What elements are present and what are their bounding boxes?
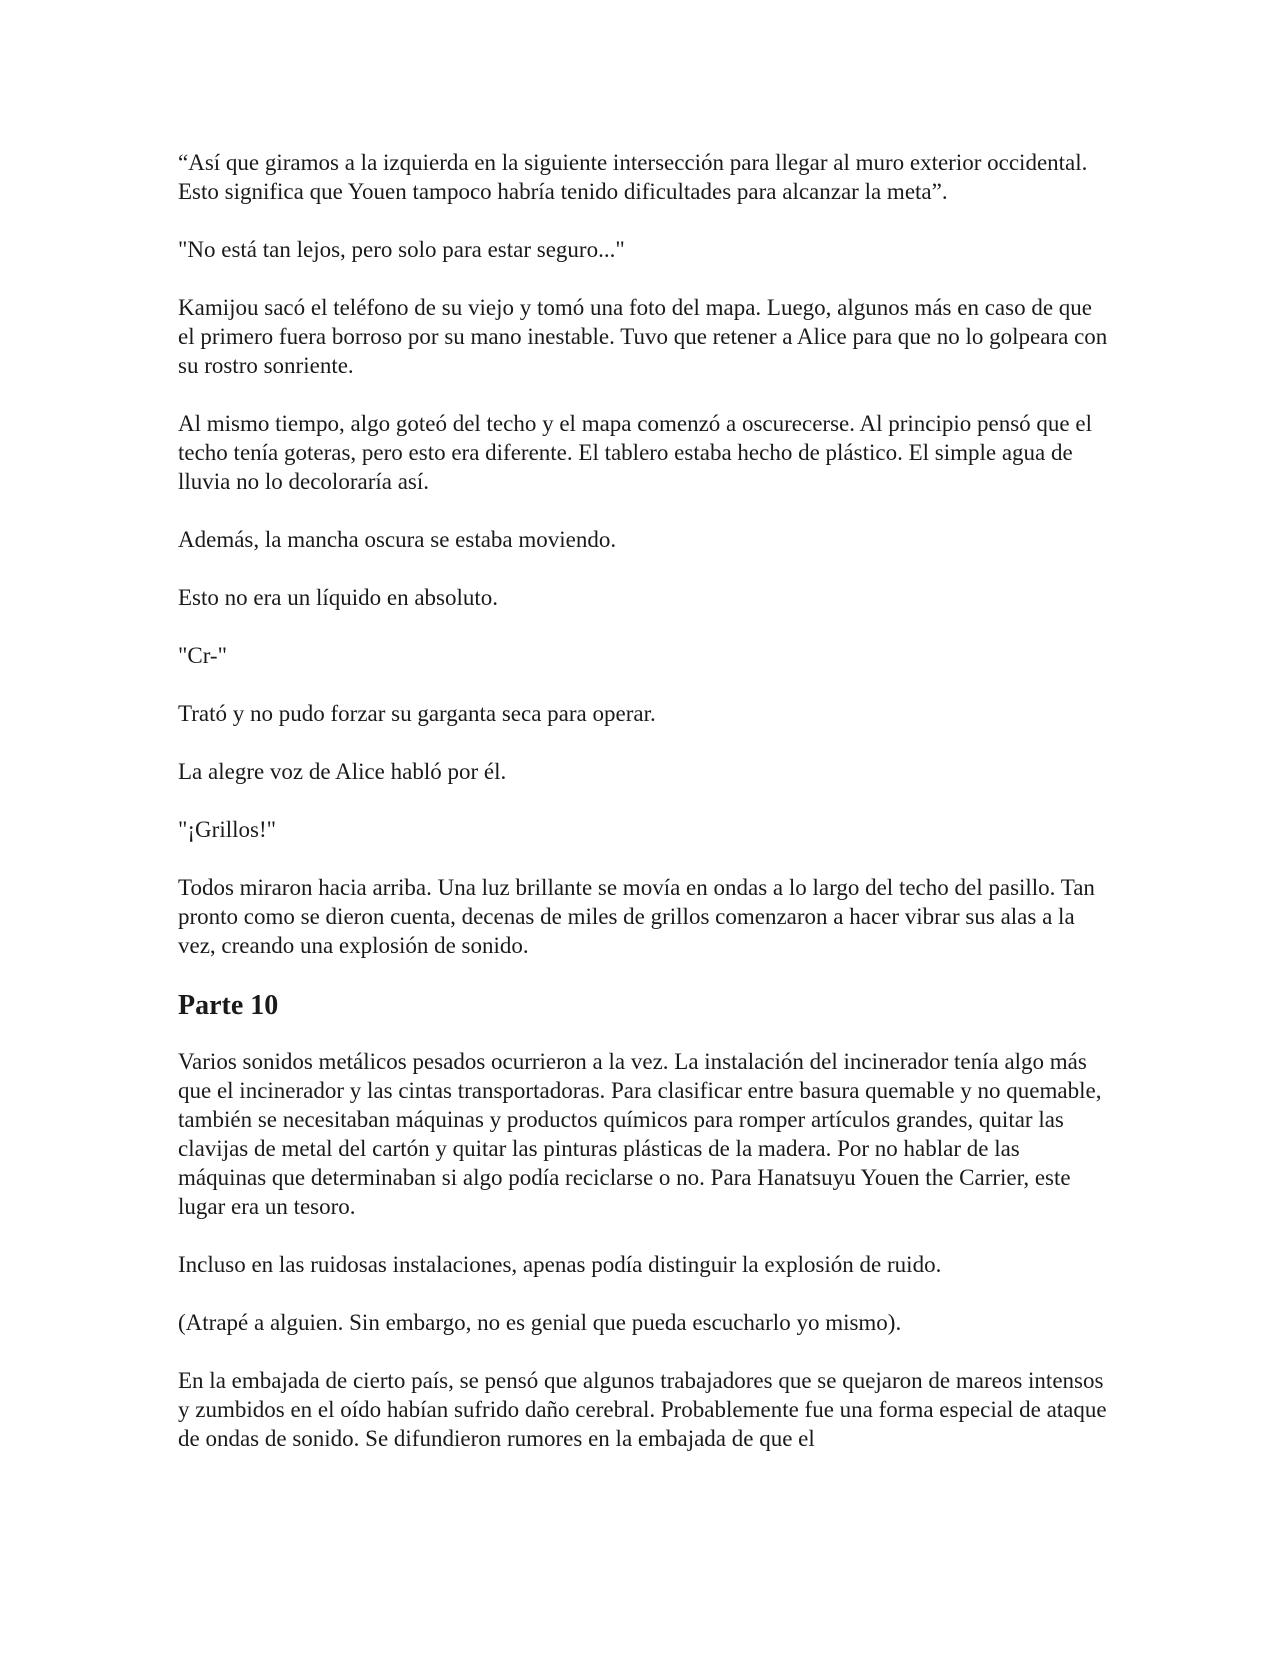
paragraph: “Así que giramos a la izquierda en la siguiente intersección para llegar al muro exterior occidental. Esto significa que Youen tampoco habría tenido dificultades para alcanzar la meta”.: [178, 150, 1088, 204]
paragraph: Esto no era un líquido en absoluto.: [178, 585, 499, 610]
document-page: [178, 148, 1108, 1482]
paragraph: (Atrapé a alguien. Sin embargo, no es genial que pueda escucharlo yo mismo).: [178, 1310, 902, 1335]
section-heading: Parte 10: [178, 990, 279, 1021]
paragraph: "No está tan lejos, pero solo para estar seguro...": [178, 237, 625, 262]
paragraph: Incluso en las ruidosas instalaciones, apenas podía distinguir la explosión de ruido.: [178, 1252, 942, 1277]
paragraph: Trató y no pudo forzar su garganta seca para operar.: [178, 701, 656, 726]
paragraph: "¡Grillos!": [178, 817, 276, 842]
paragraph: Todos miraron hacia arriba. Una luz brillante se movía en ondas a lo largo del techo del pasillo. Tan pronto como se dieron cuenta, decenas de miles de grillos comenzaron a hacer vibrar sus alas a la vez, creando una explosión de sonido.: [178, 875, 1095, 958]
paragraph: Además, la mancha oscura se estaba moviendo.: [178, 527, 617, 552]
paragraph: Al mismo tiempo, algo goteó del techo y el mapa comenzó a oscurecerse. Al principio pensó que el techo tenía goteras, pero esto era diferente. El tablero estaba hecho de plástico. El simple agua de lluvia no lo decoloraría así.: [178, 411, 1092, 494]
paragraph: "Cr-": [178, 643, 227, 668]
paragraph: Kamijou sacó el teléfono de su viejo y tomó una foto del mapa. Luego, algunos más en caso de que el primero fuera borroso por su mano inestable. Tuvo que retener a Alice para que no lo golpeara con su rostro sonriente.: [178, 295, 1108, 378]
paragraph: La alegre voz de Alice habló por él.: [178, 759, 507, 784]
paragraph: En la embajada de cierto país, se pensó que algunos trabajadores que se quejaron de mareos intensos y zumbidos en el oído habían sufrido daño cerebral. Probablemente fue una forma especial de ataque de ondas de sonido. Se difundieron rumores en la embajada de que el: [178, 1368, 1107, 1451]
paragraph: Varios sonidos metálicos pesados ocurrieron a la vez. La instalación del incinerador tenía algo más que el incinerador y las cintas transportadoras. Para clasificar entre basura quemable y no quemable, también se necesitaban máquinas y productos químicos para romper artículos grandes, quitar las clavijas de metal del cartón y quitar las pinturas plásticas de la madera. Por no hablar de las máquinas que determinaban si algo podía reciclarse o no. Para Hanatsuyu Youen the Carrier, este lugar era un tesoro.: [178, 1049, 1102, 1219]
